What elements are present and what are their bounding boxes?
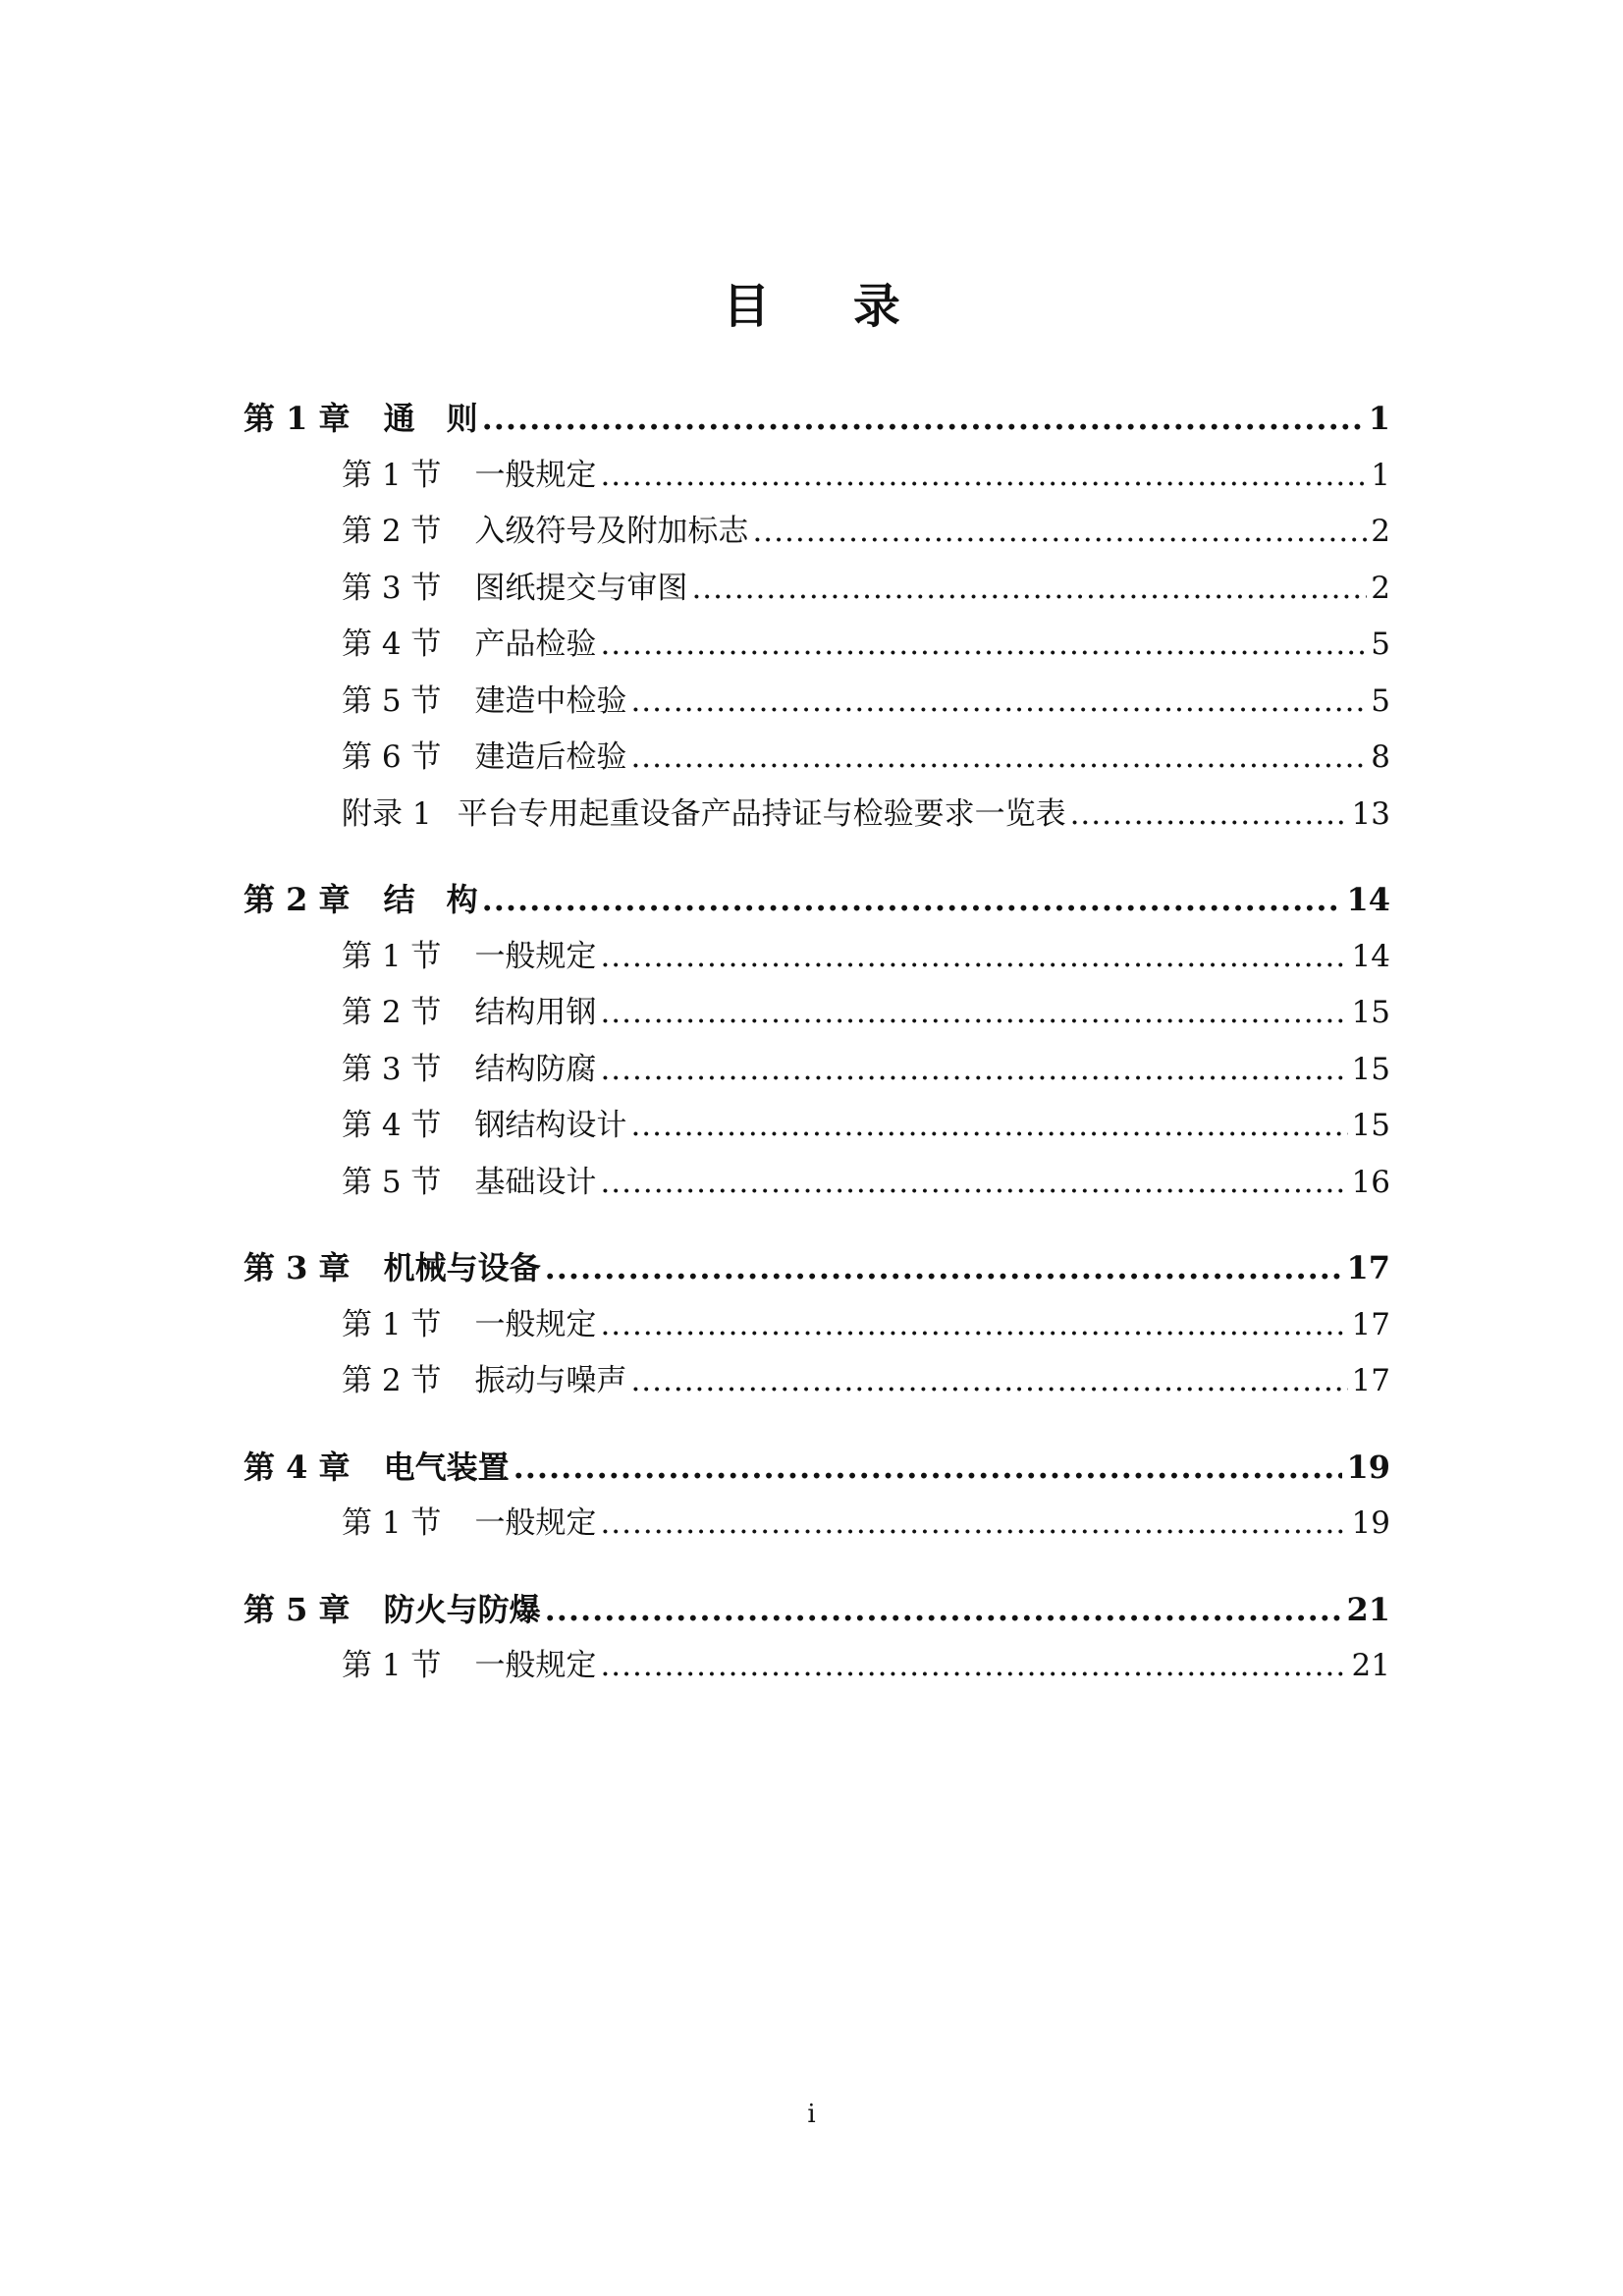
section-title: 一般规定 [474, 1648, 597, 1683]
dot-leader [600, 1155, 1347, 1212]
section-label: 第 1 节 [342, 1648, 442, 1683]
toc-section-entry[interactable] [243, 1638, 1390, 1695]
dot-leader [600, 1042, 1347, 1099]
toc-chapter-4 [243, 1440, 1390, 1553]
dot-leader [600, 1297, 1347, 1354]
section-title: 图纸提交与审图 [474, 570, 688, 606]
section-page-number: 19 [1351, 1505, 1390, 1541]
section-page-number: 15 [1351, 1051, 1390, 1087]
section-title: 一般规定 [474, 457, 597, 493]
dot-leader [630, 1098, 1347, 1155]
section-label: 第 5 节 [342, 683, 442, 719]
section-page-number: 21 [1351, 1648, 1390, 1683]
chapter-title: 机械与设备 [383, 1249, 541, 1286]
section-page-number: 17 [1351, 1363, 1390, 1398]
chapter-page-number: 1 [1368, 400, 1390, 437]
dot-leader [545, 1240, 1343, 1297]
page-number-footer: i [807, 2100, 816, 2129]
toc-section-entry[interactable] [243, 929, 1390, 986]
section-label: 第 5 节 [342, 1164, 442, 1200]
toc-section-entry[interactable] [243, 504, 1390, 561]
dot-leader [600, 929, 1347, 986]
toc-chapter-2 [243, 872, 1390, 1211]
section-title: 一般规定 [474, 938, 597, 974]
chapter-label: 第 2 章 [243, 881, 351, 918]
section-page-number: 16 [1351, 1164, 1390, 1200]
section-title: 钢结构设计 [474, 1108, 627, 1143]
section-title: 产品检验 [474, 627, 597, 662]
chapter-label: 第 5 章 [243, 1590, 351, 1628]
section-label: 第 3 节 [342, 570, 442, 606]
section-title: 基础设计 [474, 1164, 597, 1200]
section-label: 第 6 节 [342, 739, 442, 775]
toc-section-entry[interactable] [243, 730, 1390, 787]
section-page-number: 2 [1371, 514, 1390, 549]
chapter-title: 结 构 [383, 881, 478, 918]
appendix-title: 平台专用起重设备产品持证与检验要求一览表 [457, 795, 1066, 832]
toc-section-entry[interactable] [243, 985, 1390, 1042]
chapter-page-number: 21 [1346, 1590, 1390, 1628]
section-title: 结构防腐 [474, 1051, 597, 1087]
dot-leader [630, 674, 1367, 731]
toc-chapter-5 [243, 1582, 1390, 1695]
dot-leader [514, 1440, 1343, 1497]
section-page-number: 5 [1371, 627, 1390, 662]
section-page-number: 5 [1371, 683, 1390, 719]
toc-chapter-entry[interactable] [243, 1582, 1390, 1639]
toc-section-entry[interactable] [243, 1042, 1390, 1099]
section-label: 第 1 节 [342, 1505, 442, 1541]
section-title: 建造后检验 [474, 739, 627, 775]
dot-leader [600, 1638, 1347, 1695]
section-label: 第 4 节 [342, 627, 442, 662]
section-title: 建造中检验 [474, 683, 627, 719]
dot-leader [482, 391, 1365, 448]
toc-section-entry[interactable] [243, 617, 1390, 674]
section-label: 第 2 节 [342, 1363, 442, 1398]
chapter-page-number: 17 [1346, 1249, 1390, 1286]
toc-section-entry[interactable] [243, 1297, 1390, 1354]
chapter-title: 电气装置 [383, 1448, 510, 1486]
dot-leader [1070, 787, 1348, 844]
chapter-label: 第 4 章 [243, 1448, 351, 1486]
dot-leader [752, 504, 1367, 561]
chapter-title: 通 则 [383, 400, 478, 437]
toc-chapter-3 [243, 1240, 1390, 1410]
dot-leader [600, 617, 1367, 674]
section-page-number: 1 [1371, 457, 1390, 493]
section-title: 振动与噪声 [474, 1363, 627, 1398]
section-page-number: 2 [1371, 570, 1390, 606]
toc-section-entry[interactable] [243, 561, 1390, 618]
section-label: 第 4 节 [342, 1108, 442, 1143]
toc-chapter-entry[interactable] [243, 1440, 1390, 1497]
dot-leader [630, 1353, 1347, 1410]
section-title: 一般规定 [474, 1505, 597, 1541]
toc-section-entry[interactable] [243, 1353, 1390, 1410]
toc-chapter-entry[interactable] [243, 1240, 1390, 1297]
dot-leader [691, 561, 1367, 618]
toc-section-entry[interactable] [243, 1098, 1390, 1155]
dot-leader [630, 730, 1367, 787]
toc-chapter-entry[interactable] [243, 872, 1390, 929]
chapter-label: 第 3 章 [243, 1249, 351, 1286]
dot-leader [600, 1496, 1347, 1553]
dot-leader [600, 985, 1347, 1042]
section-title: 结构用钢 [474, 995, 597, 1030]
toc-appendix-entry[interactable] [243, 787, 1390, 844]
toc-section-entry[interactable] [243, 674, 1390, 731]
section-label: 第 2 节 [342, 995, 442, 1030]
section-page-number: 8 [1371, 739, 1390, 775]
section-label: 第 1 节 [342, 1306, 442, 1342]
page-title: 目 录 [723, 279, 934, 334]
section-page-number: 17 [1351, 1306, 1390, 1342]
dot-leader [600, 448, 1367, 505]
section-title: 入级符号及附加标志 [474, 514, 749, 549]
section-page-number: 15 [1351, 1108, 1390, 1143]
toc-section-entry[interactable] [243, 448, 1390, 505]
section-label: 第 1 节 [342, 938, 442, 974]
table-of-contents [243, 391, 1390, 1724]
section-page-number: 14 [1351, 938, 1390, 974]
section-label: 第 3 节 [342, 1051, 442, 1087]
appendix-label: 附录 1 [342, 795, 432, 832]
dot-leader [482, 872, 1343, 929]
chapter-page-number: 14 [1346, 881, 1390, 918]
dot-leader [545, 1582, 1343, 1639]
toc-chapter-1 [243, 391, 1390, 843]
section-page-number: 15 [1351, 995, 1390, 1030]
chapter-page-number: 19 [1346, 1448, 1390, 1486]
toc-section-entry[interactable] [243, 1155, 1390, 1212]
section-label: 第 2 节 [342, 514, 442, 549]
section-title: 一般规定 [474, 1306, 597, 1342]
toc-section-entry[interactable] [243, 1496, 1390, 1553]
section-label: 第 1 节 [342, 457, 442, 493]
chapter-title: 防火与防爆 [383, 1590, 541, 1628]
appendix-page-number: 13 [1351, 795, 1390, 832]
toc-chapter-entry[interactable] [243, 391, 1390, 448]
chapter-label: 第 1 章 [243, 400, 351, 437]
